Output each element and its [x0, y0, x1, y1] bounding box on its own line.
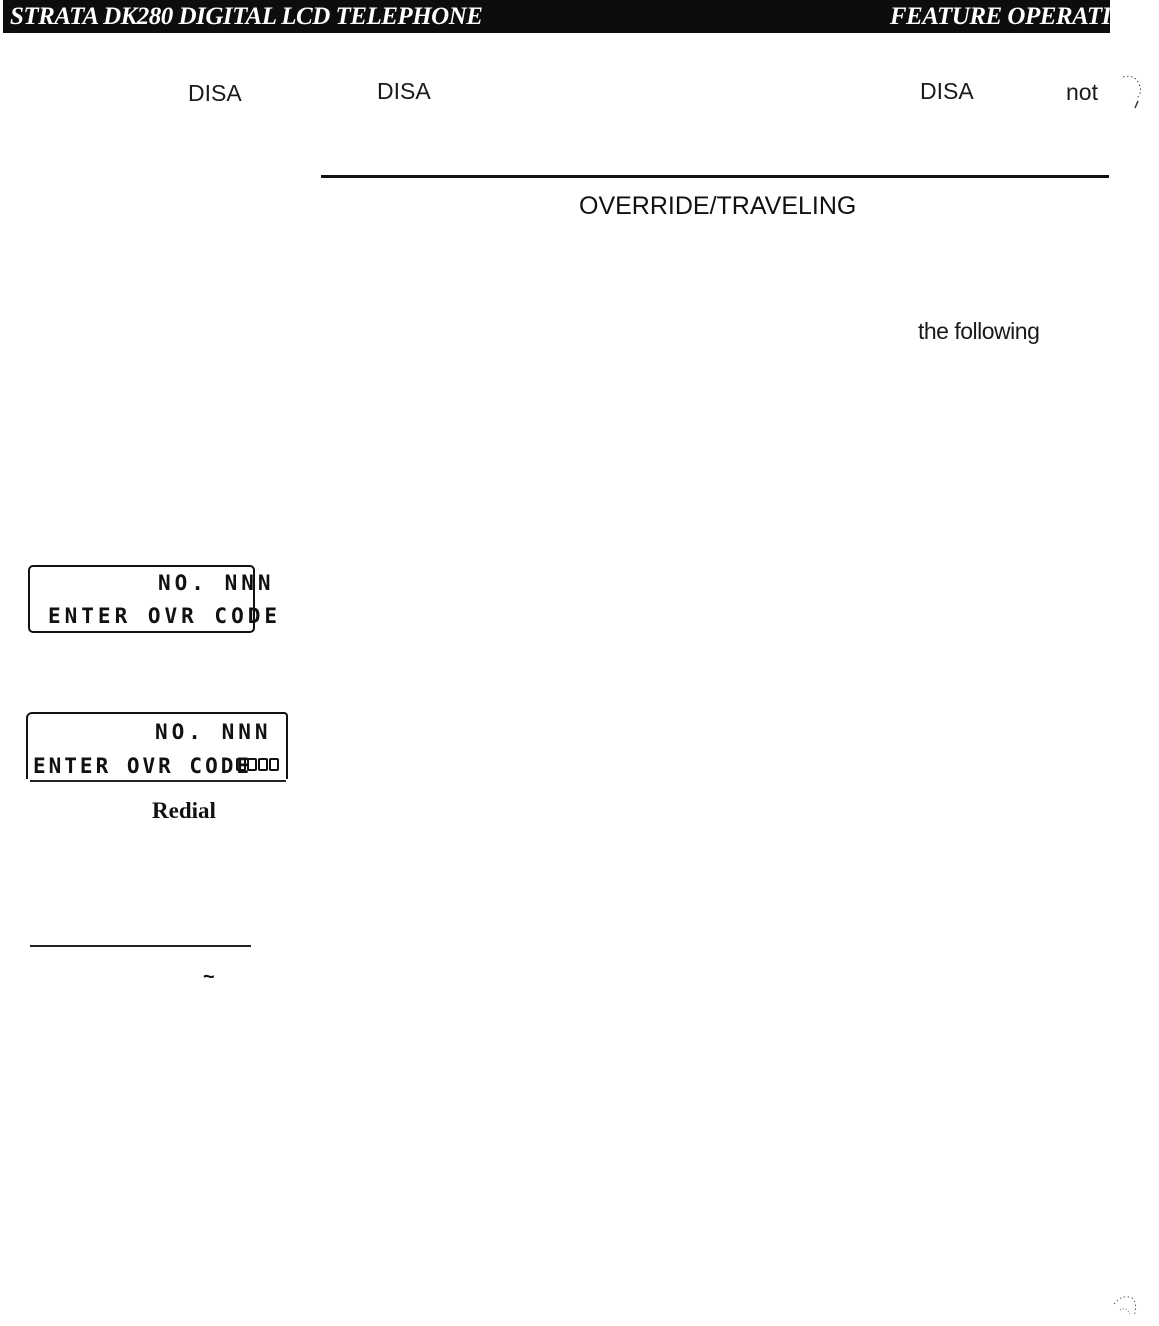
section-heading: OVERRIDE/TRAVELING — [579, 192, 857, 220]
code-digit-box — [258, 758, 268, 771]
disa-text-3: DISA — [920, 78, 974, 104]
redial-label: Redial — [152, 798, 216, 823]
tilde-mark: ~ — [203, 966, 215, 988]
following-text: the following — [918, 318, 1040, 344]
sidebar-rule — [30, 945, 251, 947]
disa-text-1: DISA — [188, 80, 242, 106]
lcd-1-line-1: NO. NNN — [158, 571, 275, 595]
lcd-2-line-2: ENTER OVR CODE — [33, 754, 253, 778]
scan-speck-top-right — [1121, 74, 1147, 110]
header-title-left: STRATA DK280 DIGITAL LCD TELEPHONE — [10, 3, 483, 30]
not-text: not — [1066, 79, 1098, 105]
code-digit-box — [247, 758, 257, 771]
section-rule — [321, 175, 1109, 178]
code-entry-boxes — [236, 757, 280, 775]
scan-speck-bottom-right — [1112, 1290, 1138, 1326]
code-digit-box — [269, 758, 279, 771]
lcd-2-underline — [30, 780, 286, 782]
lcd-1-line-2: ENTER OVR CODE — [48, 604, 282, 628]
header-title-right: FEATURE OPERATION — [889, 3, 1146, 30]
lcd-2-line-1: NO. NNN — [155, 720, 272, 744]
code-digit-box — [236, 758, 246, 771]
disa-text-2: DISA — [377, 78, 431, 104]
